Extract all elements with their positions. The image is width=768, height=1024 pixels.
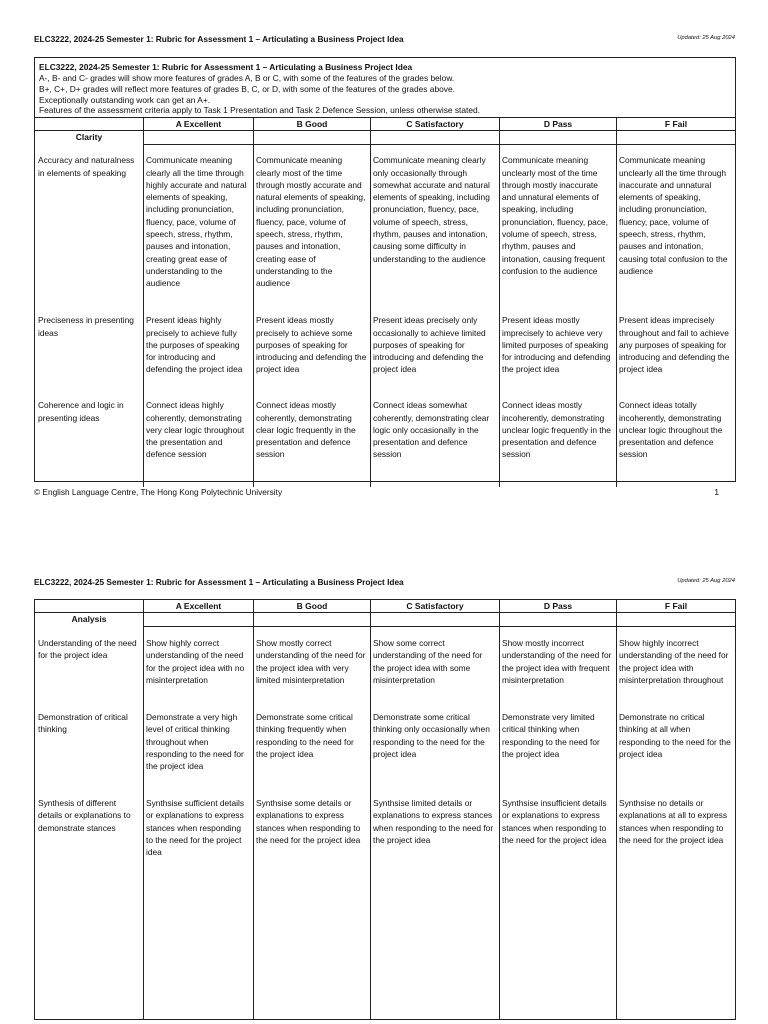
grade-cell-a: Communicate meaning clearly all the time through highly accurate and natural elements of speaking, including pronunciation, fluency, pace, volume of speech, stress, rhythm, pauses and intonation, creating great ease of understanding to the audience [146,155,247,289]
updated-date: Updated: 25 Aug 2024 [677,578,735,584]
grade-cell-c: Show some correct understanding of the need for the project idea with some misinterpretation [373,638,483,685]
rubric-intro [35,58,735,118]
grade-cell-c: Connect ideas somewhat coherently, demonstrating clear logic only occasionally in the presentation and defence session [373,400,490,460]
grade-cell-b: Connect ideas mostly coherently, demonstrating clear logic frequently in the presentation and defence session [256,400,356,460]
page-number: 1 [714,487,719,497]
updated-date: Updated: 25 Aug 2024 [677,35,735,41]
table-row [35,399,735,460]
criterion-cell: Synthesis of different details or explanations to demonstrate stances [38,798,131,833]
grade-cell-a: Show highly correct understanding of the need for the project idea with no misinterpretation [146,638,245,685]
grade-cell-a: Demonstrate a very high level of critical thinking throughout when responding to the need for the project idea [146,712,244,772]
grade-cell-b: Synthsise some details or explanations to express stances when responding to the need for the project idea [256,798,361,845]
grade-header-d: D Pass [499,118,616,130]
table-row [35,154,735,289]
document-title: ELC3222, 2024-25 Semester 1: Rubric for Assessment 1 – Articulating a Business Project Idea [34,34,404,44]
intro-line: B+, C+, D+ grades will reflect more features of grades B, C, or D, with some of the features of the grades above. [39,83,455,94]
table-row [35,797,735,858]
grade-cell-f: Present ideas imprecisely throughout and fail to achieve any purposes of speaking for introducing and defending the project idea [619,315,730,375]
grade-header-a: A Excellent [143,118,253,130]
grade-header-a: A Excellent [143,600,253,612]
intro-line: A-, B- and C- grades will show more features of grades A, B or C, with some of the features of the grades below. [39,72,455,83]
grade-cell-b: Show mostly correct understanding of the need for the project idea with very limited misinterpretation [256,638,366,685]
grade-header-b: B Good [253,600,370,612]
table-row [35,711,735,772]
grade-cell-f: Communicate meaning unclearly all the time through inaccurate and unnatural elements of speaking, including pronunciation, fluency, pace, volume of speech, stress, rhythm, pauses and intonation, causing total confusion to the audience [619,155,728,276]
document-title: ELC3222, 2024-25 Semester 1: Rubric for Assessment 1 – Articulating a Business Project Idea [34,577,404,587]
grade-cell-c: Demonstrate some critical thinking only occasionally when responding to the need for the project idea [373,712,490,759]
grade-cell-d: Communicate meaning unclearly most of the time through mostly inaccurate and unnatural elements of speaking, including pronunciation, fluency, pace, volume of speech, stress, rhythm, pauses and intonation, causing frequent confusion to the audience [502,155,608,276]
grade-cell-c: Communicate meaning clearly only occasionally through somewhat accurate and natural elements of speaking, including pronunciation, fluency, pace, volume of speech, stress, rhythm, pauses and intonation, causing some difficulty in understanding to the audience [373,155,490,264]
table-row [35,637,735,686]
page-1 [0,0,768,510]
rubric-table-analysis [34,599,736,1020]
grade-cell-b: Communicate meaning clearly most of the time through mostly accurate and natural elements of speaking, including pronunciation, fluency, pace, volume of speech, stress, rhythm, pauses and intonation, creating ease of understanding to the audience [256,155,366,289]
grade-header-f: F Fail [616,118,735,130]
page-2 [0,560,768,1024]
intro-title: ELC3222, 2024-25 Semester 1: Rubric for Assessment 1 – Articulating a Business Project Idea [39,62,413,72]
intro-line: Exceptionally outstanding work can get an A+. [39,94,211,105]
grade-header-c: C Satisfactory [370,118,499,130]
section-label-clarity: Clarity [75,132,103,143]
section-label-analysis: Analysis [71,614,107,624]
criterion-header [35,600,143,612]
grade-header-c: C Satisfactory [370,600,499,612]
page-footer [34,487,735,501]
page-header [34,34,735,48]
criterion-cell: Demonstration of critical thinking [38,712,128,735]
grade-cell-d: Synthsise insufficient details or explanations to express stances when responding to the need for the project idea [502,798,607,845]
criterion-cell: Coherence and logic in presenting ideas [38,400,124,423]
grade-cell-f: Synthsise no details or explanations at all to express stances when responding to the need for the project idea [619,798,728,845]
page-header [34,577,735,591]
criterion-cell: Preciseness in presenting ideas [38,315,134,338]
grade-cell-f: Demonstrate no critical thinking at all when responding to the need for the project idea [619,712,731,759]
rubric-body [35,613,735,1020]
grade-cell-d: Connect ideas mostly incoherently, demonstrating unclear logic frequently in the presentation and defence session [502,400,611,460]
grade-cell-a: Present ideas highly precisely to achieve fully the purposes of speaking for introducing and defending the project idea [146,315,243,375]
grade-cell-d: Show mostly incorrect understanding of the need for the project idea with frequent misinterpretation [502,638,612,685]
criterion-cell: Accuracy and naturalness in elements of speaking [38,155,135,178]
grade-cell-c: Present ideas precisely only occasionally to achieve limited purposes of speaking for introducing and defending the project idea [373,315,486,375]
criterion-cell: Understanding of the need for the project idea [38,638,137,661]
grade-cell-c: Synthsise limited details or explanations to express stances when responding to the need for the project idea [373,798,494,845]
grade-header-d: D Pass [499,600,616,612]
criterion-header [35,118,143,130]
grade-cell-a: Connect ideas highly coherently, demonstrating very clear logic throughout the presentation and defence session [146,400,245,460]
rubric-table-clarity [34,57,736,482]
grade-cell-a: Synthsise sufficient details or explanations to express stances when responding to the need for the project idea [146,798,245,858]
grade-cell-d: Present ideas mostly imprecisely to achieve very limited purposes of speaking for introducing and defending the project idea [502,315,611,375]
grade-cell-f: Connect ideas totally incoherently, demonstrating unclear logic throughout the presentation and defence session [619,400,723,460]
table-row [35,314,735,375]
grade-header-b: B Good [253,118,370,130]
intro-line: Features of the assessment criteria apply to Task 1 Presentation and Task 2 Defence Session, unless otherwise stated. [39,105,481,116]
rubric-body [35,131,735,487]
grade-cell-d: Demonstrate very limited critical thinking when responding to the need for the project idea [502,712,600,759]
grade-header-f: F Fail [616,600,735,612]
grade-cell-f: Show highly incorrect understanding of the need for the project idea with misinterpretation throughout [619,638,729,685]
grade-header-row [35,118,735,131]
grade-cell-b: Present ideas mostly precisely to achieve some purposes of speaking for introducing and defending the project idea [256,315,367,375]
copyright-notice: © English Language Centre, The Hong Kong Polytechnic University [34,487,283,497]
grade-header-row [35,600,735,613]
grade-cell-b: Demonstrate some critical thinking frequently when responding to the need for the project idea [256,712,354,759]
